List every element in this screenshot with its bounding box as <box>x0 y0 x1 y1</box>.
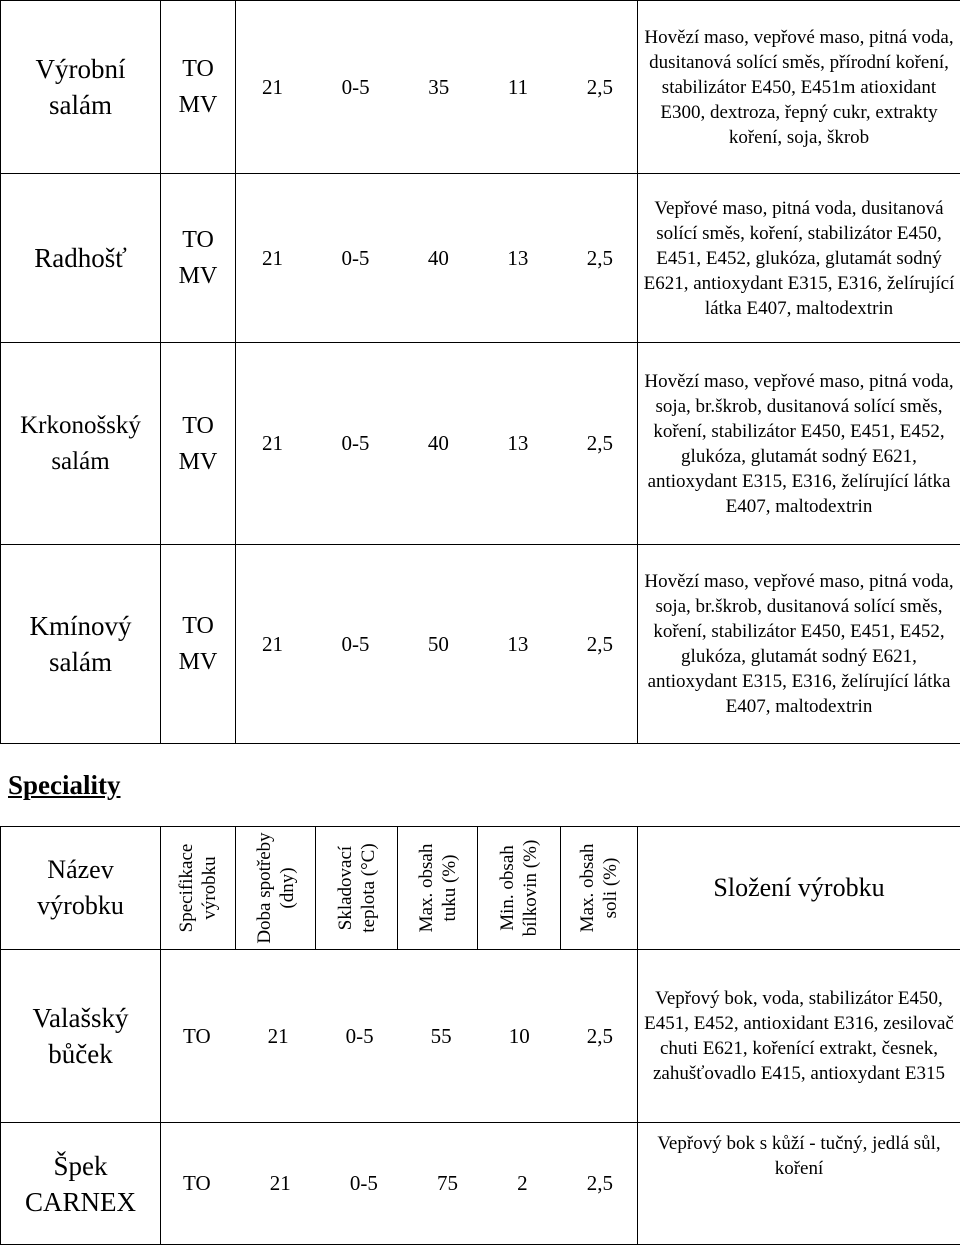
product-composition: Hovězí maso, vepřové maso, pitná voda, dusitanová solící směs, přírodní koření, stabilizátor E450, E451m atioxidant E300, dextroza, řepný cukr, extrakty koření, soja, škrob <box>638 1 960 174</box>
storage-temperature: 0-5 <box>341 74 370 99</box>
max-salt: 2,5 <box>586 1171 613 1195</box>
product-values <box>236 174 638 343</box>
min-protein: 10 <box>508 1023 530 1048</box>
max-fat: 40 <box>427 431 449 455</box>
shelf-life: 21 <box>262 431 283 455</box>
speciality-table <box>0 826 960 1245</box>
shelf-life: 21 <box>267 1023 289 1048</box>
storage-temperature: 0-5 <box>349 1171 378 1195</box>
header-row <box>1 827 960 950</box>
max-fat: 35 <box>428 74 450 99</box>
product-values <box>161 950 638 1123</box>
product-name: Špek CARNEX <box>1 1123 161 1245</box>
product-spec: TO MV <box>161 343 236 545</box>
product-name: Výrobní salám <box>1 1 161 174</box>
product-spec: TO <box>183 1171 211 1195</box>
max-fat: 75 <box>437 1171 458 1195</box>
product-spec: TO MV <box>161 1 236 174</box>
shelf-life: 21 <box>262 245 283 270</box>
table-row <box>1 1 960 174</box>
shelf-life: 21 <box>269 1171 291 1195</box>
product-values <box>236 343 638 545</box>
product-name: Radhošť <box>1 174 161 343</box>
shelf-life: 21 <box>262 74 283 99</box>
max-salt: 2,5 <box>586 631 613 656</box>
max-fat: 40 <box>427 245 449 270</box>
header-specification: Specifikace výrobku <box>161 827 236 950</box>
header-shelf-life: Doba spotřeby (dny) <box>236 827 316 950</box>
storage-temperature: 0-5 <box>341 245 370 270</box>
product-values <box>236 1 638 174</box>
table-row <box>1 950 960 1123</box>
table-row <box>1 174 960 343</box>
storage-temperature: 0-5 <box>341 431 370 455</box>
table-row <box>1 1123 960 1245</box>
min-protein: 13 <box>507 245 529 270</box>
max-salt: 2,5 <box>586 245 613 270</box>
max-salt: 2,5 <box>586 431 613 455</box>
product-name: Krkonošský salám <box>1 343 161 545</box>
header-storage-temperature: Skladovací teplota (°C) <box>316 827 398 950</box>
product-composition: Vepřový bok, voda, stabilizátor E450, E451, E452, antioxidant E316, zesilovač chuti E621, kořenící extrakt, česnek, zahušťovadlo E415, antioxydant E315 <box>638 950 960 1123</box>
table-row <box>1 545 960 744</box>
max-salt: 2,5 <box>586 74 613 99</box>
min-protein: 13 <box>507 431 529 455</box>
header-min-protein: Min. obsah bílkovin (%) <box>478 827 561 950</box>
min-protein: 13 <box>507 631 529 656</box>
max-fat: 50 <box>427 631 449 656</box>
product-composition: Hovězí maso, vepřové maso, pitná voda, soja, br.škrob, dusitanová solící směs, koření, stabilizátor E450, E451, E452, glukóza, glutamát sodný E621, antioxydant E315, E316, želírující látka E407, maltodextrin <box>638 343 960 545</box>
table-row <box>1 343 960 545</box>
max-fat: 55 <box>430 1023 452 1048</box>
product-values <box>236 545 638 744</box>
header-product-name: Název výrobku <box>1 827 161 950</box>
min-protein: 11 <box>507 74 529 99</box>
product-spec: TO MV <box>161 545 236 744</box>
storage-temperature: 0-5 <box>341 631 370 656</box>
product-composition: Vepřový bok s kůží - tučný, jedlá sůl, koření <box>638 1123 960 1245</box>
shelf-life: 21 <box>262 631 283 656</box>
min-protein: 2 <box>517 1171 528 1195</box>
product-spec: TO <box>183 1023 211 1048</box>
product-spec: TO MV <box>161 174 236 343</box>
section-title: Speciality <box>8 770 121 800</box>
product-values <box>161 1123 638 1245</box>
header-max-fat: Max. obsah tuku (%) <box>398 827 478 950</box>
storage-temperature: 0-5 <box>345 1023 374 1048</box>
product-name: Kmínový salám <box>1 545 161 744</box>
header-max-salt: Max. obsah soli (%) <box>561 827 638 950</box>
max-salt: 2,5 <box>586 1023 613 1048</box>
product-composition: Hovězí maso, vepřové maso, pitná voda, soja, br.škrob, dusitanová solící směs, koření, stabilizátor E450, E451, E452, glukóza, glutamát sodný E621, antioxydant E315, E316, želírující látka E407, maltodextrin <box>638 545 960 744</box>
header-composition: Složení výrobku <box>638 827 960 950</box>
product-composition: Vepřové maso, pitná voda, dusitanová solící směs, koření, stabilizátor E450, E451, E452, glukóza, glutamát sodný E621, antioxydant E315, E316, želírující látka E407, maltodextrin <box>638 174 960 343</box>
product-name: Valašský bůček <box>1 950 161 1123</box>
